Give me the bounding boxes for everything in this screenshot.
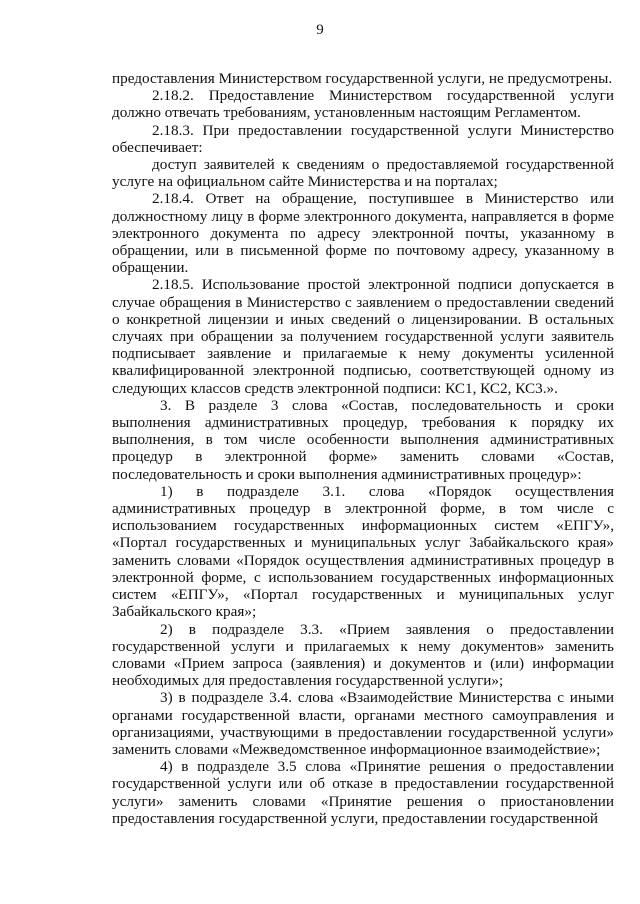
paragraph: 2.18.5. Использование простой электронной подписи допускается в случае обращения в Министерство с заявлением о предоставлении сведений о конкретной лицензии и иных сведений о лицензировании. В остальных случаях при обращении за получением государственной услуги заявитель подписывает заявление и прилагаемые к нему документы усиленной квалифицированной электронной подписью, соответствующей одному из следующих классов средств электронной подписи: КС1, КС2, КС3.». — [112, 276, 614, 397]
paragraph: 2.18.4. Ответ на обращение, поступившее в Министерство или должностному лицу в форме электронного документа, направляется в форме электронного документа по адресу электронной почты, указанному в обращении, или в письменной форме по почтовому адресу, указанному в обращении. — [112, 190, 614, 277]
paragraph: доступ заявителей к сведениям о предоставляемой государственной услуге на официальном сайте Министерства и на порталах; — [112, 156, 614, 191]
paragraph: предоставления Министерством государственной услуги, не предусмотрены. — [112, 70, 613, 87]
paragraph: 1) в подразделе 3.1. слова «Порядок осуществления административных процедур в электронной форме, в том числе с использованием государственных информационных систем «ЕПГУ», «Портал государственных и муниципальных услуг Забайкальского края» заменить словами «Порядок осуществления административных процедур в электронной форме, с использованием государственных информационных систем «ЕПГУ», «Портал государственных и муниципальных услуг Забайкальского края»; — [112, 482, 614, 621]
paragraph: 2) в подразделе 3.3. «Прием заявления о предоставлении государственной услуги и прилагаемых к нему документов» заменить словами «Прием запроса (заявления) и документов и (или) информации необходимых для предоставления государственной услуги»; — [112, 620, 614, 690]
paragraph: 3) в подразделе 3.4. слова «Взаимодействие Министерства с иными органами государственной власти, органами местного самоуправления и организациями, участвующими в предоставлении государственной услуги» заменить словами «Межведомственное информационное взаимодействие»; — [112, 689, 614, 758]
paragraph: 2.18.3. При предоставлении государственной услуги Министерство обеспечивает: — [112, 121, 614, 156]
page-number: 9 — [316, 22, 324, 38]
paragraph: 3. В разделе 3 слова «Состав, последовательность и сроки выполнения административных процедур, требования к порядку их выполнения, в том числе особенности выполнения административных процедур в электронной форме» заменить словами «Состав, последовательность и сроки выполнения административных процедур»: — [112, 396, 614, 483]
paragraph: 2.18.2. Предоставление Министерством государственной услуги должно отвечать требованиям, установленным настоящим Регламентом. — [112, 87, 614, 122]
paragraph: 4) в подразделе 3.5 слова «Принятие решения о предоставлении государственной услуги или об отказе в предоставлении государственной услуги» заменить словами «Принятие решения о приостановлении предоставления государственной услуги, предоставлении государственной — [112, 758, 614, 827]
document-body — [112, 70, 614, 827]
